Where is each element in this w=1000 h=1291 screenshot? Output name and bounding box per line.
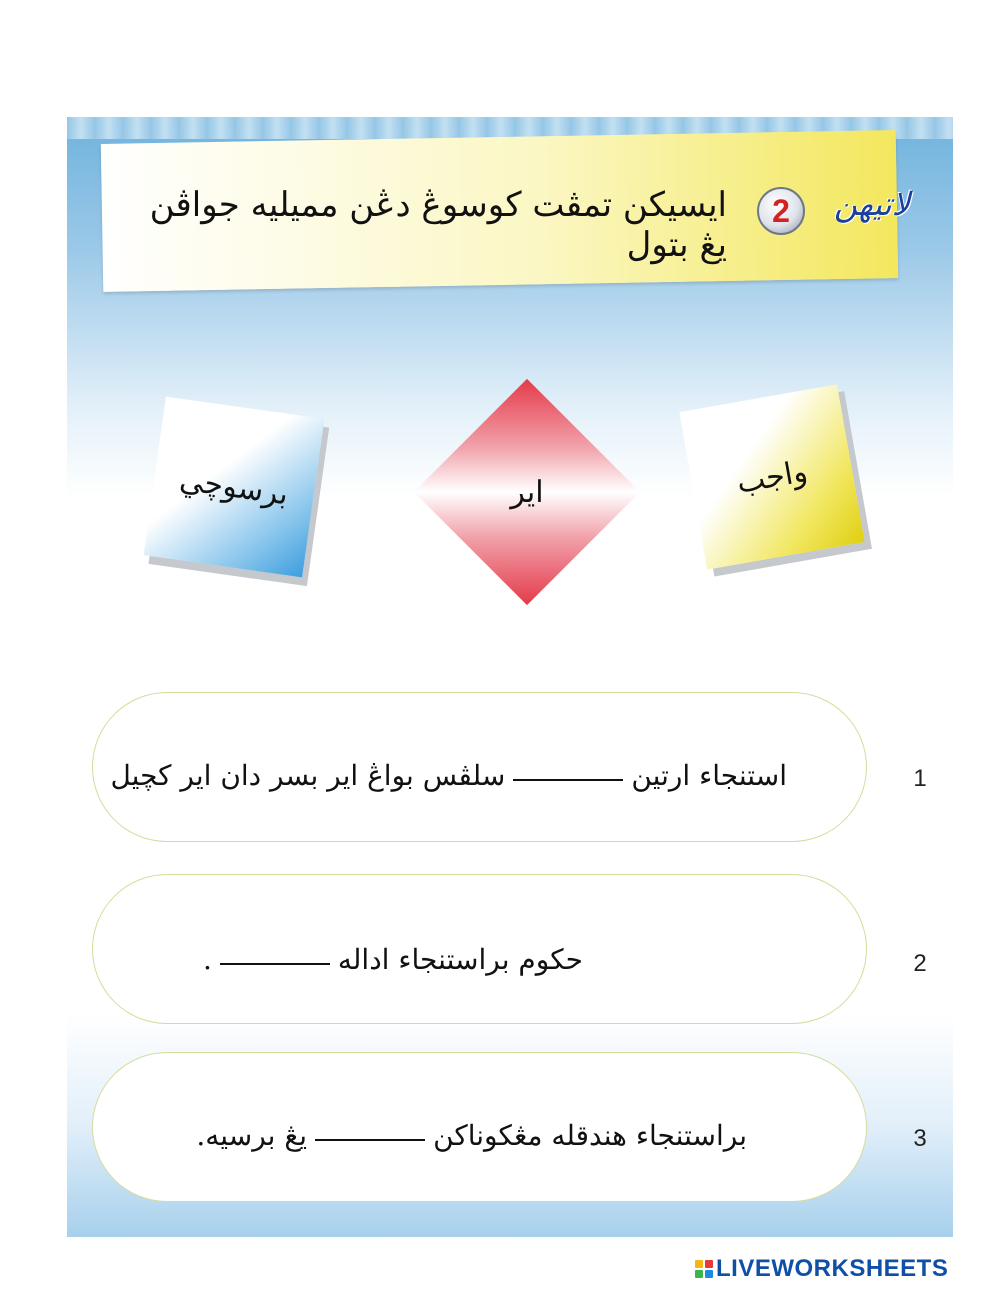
question-3-before: براستنجاء هندقله مڠکوناکن [433,1119,747,1152]
question-text-1 [107,759,787,792]
question-number-3: 3 [913,1125,927,1152]
logo-grid-icon [695,1260,713,1278]
option-card-left[interactable] [144,397,325,578]
question-number-2: 2 [913,950,927,977]
question-2-after: . [202,943,212,976]
answer-blank-1[interactable] [513,779,623,781]
liveworksheets-logo [695,1255,948,1283]
question-text-2 [107,943,583,976]
option-label-right: واجب [734,453,810,501]
answer-blank-2[interactable] [220,963,330,965]
question-number-1: 1 [913,765,927,792]
question-2-before: حکوم براستنجاء اداله [337,943,583,976]
question-1-before: استنجاء ارتين [631,759,787,792]
question-3-after: يڠ برسيه. [196,1119,308,1152]
option-label-center: اير [510,474,544,510]
logo-square-1 [695,1260,703,1268]
option-card-right[interactable] [679,384,864,569]
question-1-after: سلڤس بواڠ اير بسر دان اير کچيل [110,759,506,792]
question-text-3 [107,1119,747,1152]
logo-square-4 [705,1270,713,1278]
worksheet-page [67,117,953,1237]
logo-square-2 [705,1260,713,1268]
answer-blank-3[interactable] [315,1139,425,1141]
option-card-center[interactable] [407,372,647,612]
exercise-number-badge: 2 [757,187,805,235]
logo-square-3 [695,1270,703,1278]
exercise-label: لاتيهن [834,185,910,223]
option-label-left: برسوچي [177,462,291,512]
instruction-text: ايسيکن تمڤت کوسوڠ دڠن مميليه جواڤن يڠ بتول [149,185,727,265]
logo-text: LIVEWORKSHEETS [716,1255,949,1282]
